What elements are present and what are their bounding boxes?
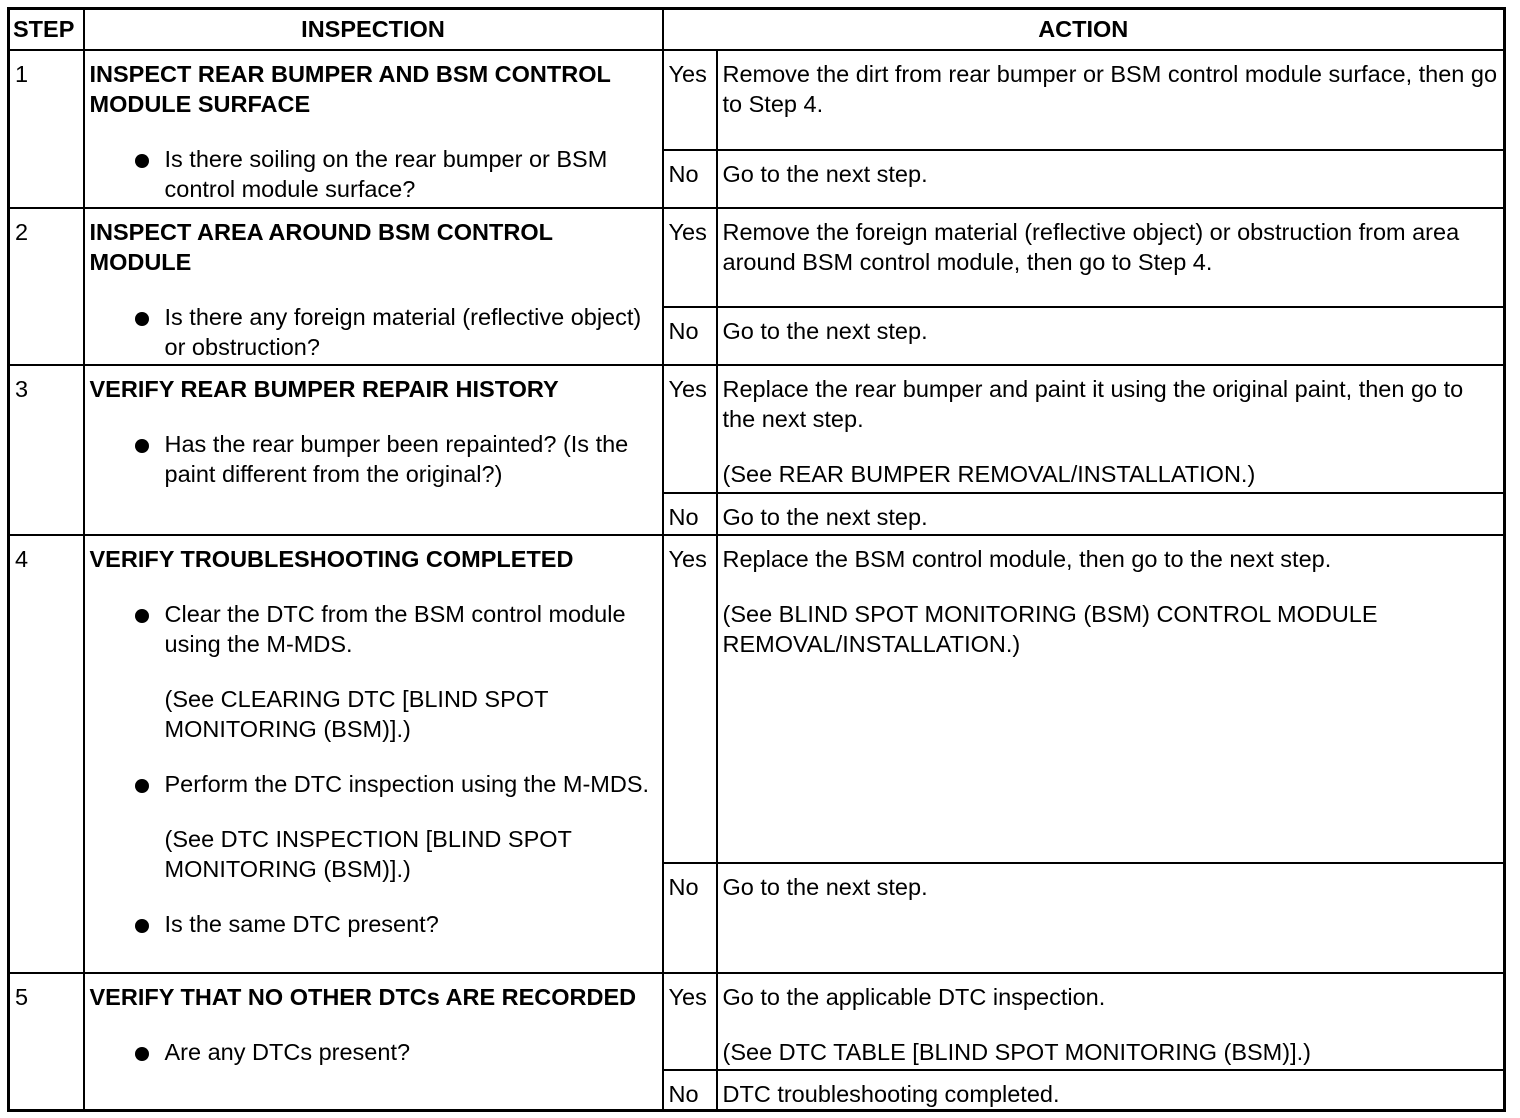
inspection-cell — [84, 208, 663, 365]
bullet-item: Is there any foreign material (reflective object) or obstruction? — [90, 302, 657, 362]
bullet-list — [90, 1037, 657, 1067]
inspection-cell — [84, 535, 663, 973]
table-row — [9, 365, 1505, 493]
step-title: VERIFY REAR BUMPER REPAIR HISTORY — [89, 375, 559, 402]
bullet-item: Perform the DTC inspection using the M-MDS. — [90, 769, 657, 799]
yes-action: Remove the dirt from rear bumper or BSM control module surface, then go to Step 4. — [717, 50, 1505, 150]
no-action: Go to the next step. — [717, 150, 1505, 208]
inspection-cell — [84, 50, 663, 208]
yes-action: Replace the BSM control module, then go to the next step. (See BLIND SPOT MONITORING (BSM) CONTROL MODULE REMOVAL/INSTALLATION.) — [717, 535, 1505, 863]
bullet-list — [90, 769, 657, 799]
header-row — [9, 9, 1505, 50]
step-title: VERIFY TROUBLESHOOTING COMPLETED — [89, 545, 574, 572]
inspection-cell — [84, 365, 663, 535]
table-row — [9, 973, 1505, 1070]
bullet-list — [90, 302, 657, 362]
step-number: 5 — [9, 973, 84, 1111]
no-label: No — [663, 493, 717, 535]
yes-label: Yes — [663, 50, 717, 150]
bullet-list — [90, 599, 657, 659]
bullet-list — [90, 429, 657, 489]
no-action: Go to the next step. — [717, 863, 1505, 973]
step-title: INSPECT AREA AROUND BSM CONTROL MODULE — [89, 218, 553, 275]
bullet-item: Are any DTCs present? — [90, 1037, 657, 1067]
yes-label: Yes — [663, 365, 717, 493]
bullet-list — [90, 144, 657, 204]
no-label: No — [663, 150, 717, 208]
step-title: VERIFY THAT NO OTHER DTCs ARE RECORDED — [89, 983, 637, 1010]
bullet-item: Clear the DTC from the BSM control module using the M-MDS. — [90, 599, 657, 659]
step-number: 1 — [9, 50, 84, 208]
step-number: 4 — [9, 535, 84, 973]
header-inspection: INSPECTION — [84, 9, 663, 50]
no-action: Go to the next step. — [717, 493, 1505, 535]
yes-label: Yes — [663, 208, 717, 307]
header-action: ACTION — [663, 9, 1505, 50]
yes-action: Replace the rear bumper and paint it using the original paint, then go to the next step. (See REAR BUMPER REMOVAL/INSTALLATION.) — [717, 365, 1505, 493]
yes-action: Remove the foreign material (reflective object) or obstruction from area around BSM control module, then go to Step 4. — [717, 208, 1505, 307]
no-label: No — [663, 1070, 717, 1111]
table-row — [9, 208, 1505, 307]
bullet-item: Is the same DTC present? — [90, 909, 657, 939]
step-number: 2 — [9, 208, 84, 365]
yes-label: Yes — [663, 535, 717, 863]
yes-action: Go to the applicable DTC inspection. (See DTC TABLE [BLIND SPOT MONITORING (BSM)].) — [717, 973, 1505, 1070]
table-row — [9, 535, 1505, 863]
no-action: DTC troubleshooting completed. — [717, 1070, 1505, 1111]
table-row — [9, 50, 1505, 150]
bullet-item: Has the rear bumper been repainted? (Is the paint different from the original?) — [90, 429, 657, 489]
step-number: 3 — [9, 365, 84, 535]
header-step: STEP — [9, 9, 84, 50]
reference-note: (See DTC INSPECTION [BLIND SPOT MONITORING (BSM)].) — [164, 825, 572, 882]
no-action: Go to the next step. — [717, 307, 1505, 365]
yes-label: Yes — [663, 973, 717, 1070]
bullet-list — [90, 909, 657, 939]
reference-note: (See CLEARING DTC [BLIND SPOT MONITORING (BSM)].) — [164, 685, 548, 742]
bullet-item: Is there soiling on the rear bumper or BSM control module surface? — [90, 144, 657, 204]
inspection-cell — [84, 973, 663, 1111]
step-title: INSPECT REAR BUMPER AND BSM CONTROL MODULE SURFACE — [89, 60, 611, 117]
troubleshooting-table — [7, 7, 1506, 1112]
no-label: No — [663, 307, 717, 365]
no-label: No — [663, 863, 717, 973]
